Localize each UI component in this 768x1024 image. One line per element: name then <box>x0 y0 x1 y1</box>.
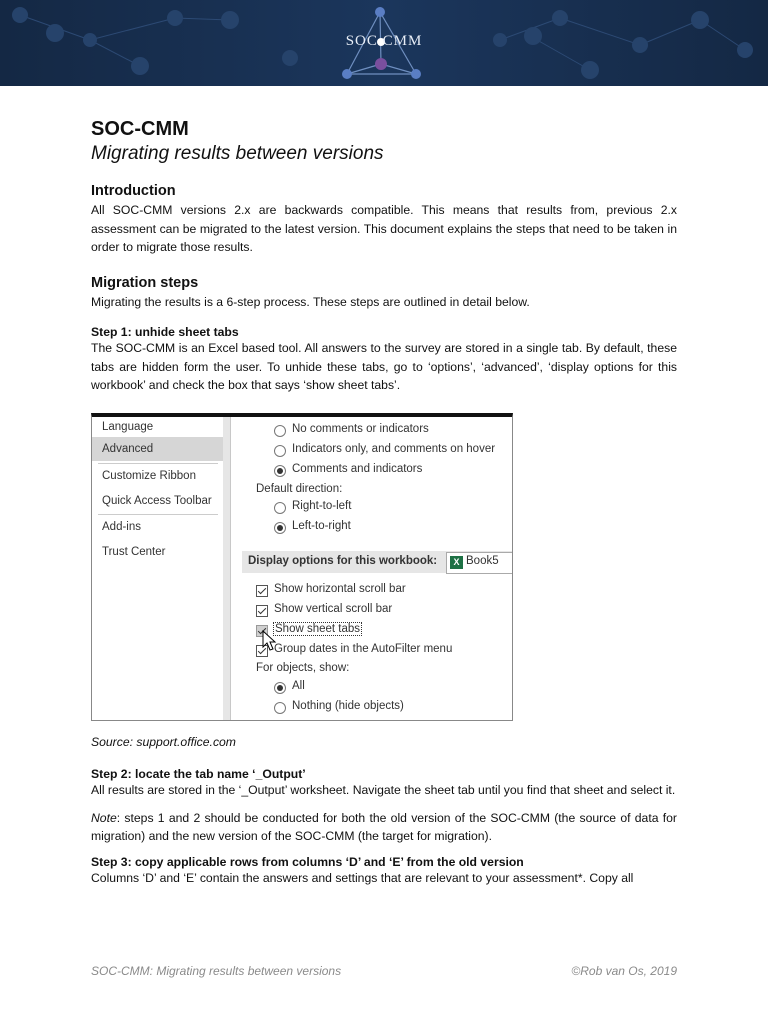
step3-title: Step 3: copy applicable rows from columns ‘D’ and ‘E’ from the old version <box>91 854 524 869</box>
excel-icon: X <box>450 556 463 569</box>
radio-objects-nothing[interactable] <box>274 702 286 714</box>
step3-paragraph: Columns ‘D’ and ‘E’ contain the answers and settings that are relevant to your assessment*. Copy all <box>91 870 634 885</box>
check-horizontal-scroll[interactable] <box>256 585 268 597</box>
workbook-name: Book5 <box>466 555 499 567</box>
radio-right-to-left[interactable] <box>274 502 286 514</box>
display-options-title: Display options for this workbook: <box>248 555 438 567</box>
mouse-cursor-icon <box>262 630 278 652</box>
radio-left-to-right[interactable] <box>274 522 286 534</box>
radio-right-to-left-label: Right-to-left <box>292 500 352 512</box>
note-text: : steps 1 and 2 should be conducted for both the old version of the SOC-CMM (the source of data for migration) and the new version of the SOC-CMM (the target for migration). <box>91 810 677 843</box>
figure-source: Source: support.office.com <box>91 735 236 749</box>
radio-indicators-only[interactable] <box>274 445 286 457</box>
radio-comments-and-indicators-label: Comments and indicators <box>292 463 423 475</box>
radio-left-to-right-label: Left-to-right <box>292 520 351 532</box>
document-body-lower <box>91 767 677 887</box>
nav-quick-access-toolbar[interactable]: Quick Access Toolbar <box>102 495 212 507</box>
logo-text: SOC CMM <box>345 33 423 49</box>
doc-title: SOC-CMM <box>91 118 189 140</box>
radio-objects-nothing-label: Nothing (hide objects) <box>292 700 404 712</box>
nav-advanced[interactable]: Advanced <box>92 437 223 461</box>
nav-language[interactable]: Language <box>102 421 154 433</box>
nav-customize-ribbon[interactable]: Customize Ribbon <box>102 470 196 482</box>
doc-subtitle: Migrating results between versions <box>91 143 384 164</box>
radio-indicators-only-label: Indicators only, and comments on hover <box>292 443 496 455</box>
document-body <box>91 118 677 395</box>
note-label: Note <box>91 810 117 825</box>
options-nav <box>92 417 224 720</box>
radio-objects-all[interactable] <box>274 682 286 694</box>
step1-title: Step 1: unhide sheet tabs <box>91 325 239 339</box>
radio-no-comments[interactable] <box>274 425 286 437</box>
objects-label: For objects, show: <box>256 662 350 674</box>
nav-trust-center[interactable]: Trust Center <box>102 546 166 558</box>
nav-add-ins[interactable]: Add-ins <box>102 521 141 533</box>
footer-copyright: ©Rob van Os, 2019 <box>571 964 677 978</box>
check-vertical-scroll[interactable] <box>256 605 268 617</box>
footer-doc-title: SOC-CMM: Migrating results between versions <box>91 964 342 978</box>
excel-options-screenshot <box>91 413 513 721</box>
migration-heading: Migration steps <box>91 274 199 291</box>
migration-paragraph: Migrating the results is a 6-step process. These steps are outlined in detail below. <box>91 294 530 309</box>
step2-title: Step 2: locate the tab name ‘_Output’ <box>91 767 306 781</box>
radio-objects-all-label: All <box>292 680 305 692</box>
check-group-dates-label: Group dates in the AutoFilter menu <box>274 643 453 655</box>
check-vertical-scroll-label: Show vertical scroll bar <box>274 603 393 615</box>
step1-paragraph: The SOC-CMM is an Excel based tool. All answers to the survey are stored in a single tab. By default, these tabs are hidden form the user. To unhide these tabs, go to ‘options’, ‘advanced’, ‘display options for this workbook’ and check the box that says ‘show sheet tabs’. <box>91 341 677 392</box>
radio-no-comments-label: No comments or indicators <box>292 423 429 435</box>
check-show-sheet-tabs-label: Show sheet tabs <box>275 623 361 635</box>
intro-heading: Introduction <box>91 183 176 199</box>
step2-paragraph: All results are stored in the ‘_Output’ worksheet. Navigate the sheet tab until you find that sheet and select it. <box>91 783 676 797</box>
radio-comments-and-indicators[interactable] <box>274 465 286 477</box>
check-horizontal-scroll-label: Show horizontal scroll bar <box>274 583 406 595</box>
intro-paragraph: All SOC-CMM versions 2.x are backwards compatible. This means that results from, previous 2.x assessment can be migrated to the latest version. This document explains the steps that need to be taken in order to migrate those results. <box>91 203 677 254</box>
workbook-select[interactable] <box>446 552 513 574</box>
default-direction-label: Default direction: <box>256 483 343 495</box>
header-banner <box>0 0 768 86</box>
note-paragraph <box>91 809 677 846</box>
